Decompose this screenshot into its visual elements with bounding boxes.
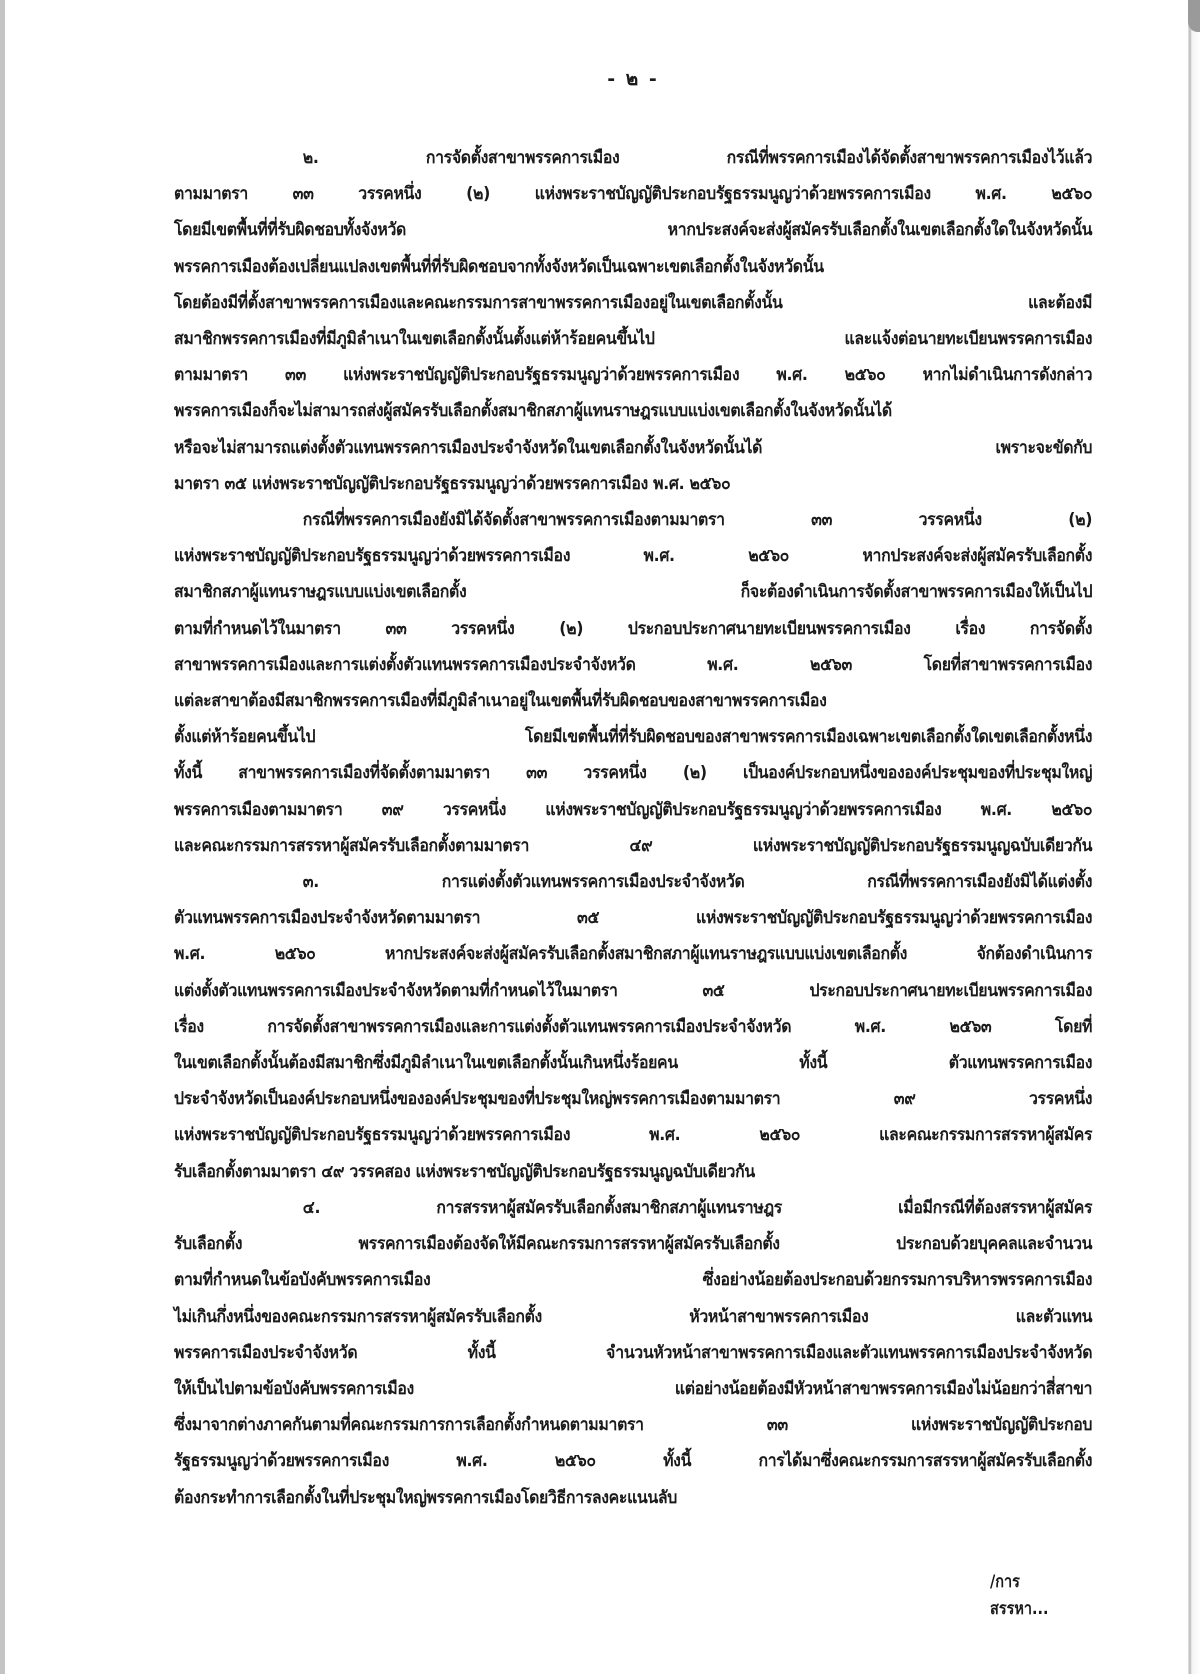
paragraph-line: พรรคการเมืองประจำจังหวัด ทั้งนี้ จำนวนหัวหน้าสาขาพรรคการเมืองและตัวแทนพรรคการเมืองประจำจังหวัด xyxy=(174,1342,1093,1363)
paragraph-line: ตั้งแต่ห้าร้อยคนขึ้นไป โดยมีเขตพื้นที่ที่รับผิดชอบของสาขาพรรคการเมืองเฉพาะเขตเลือกตั้งใดเขตเลือกตั้งหนึ่ง xyxy=(174,727,1093,748)
paragraph-line: โดยต้องมีที่ตั้งสาขาพรรคการเมืองและคณะกรรมการสาขาพรรคการเมืองอยู่ในเขตเลือกตั้งนั้น และต้องมี xyxy=(174,292,1093,313)
paragraph-line: สาขาพรรคการเมืองและการแต่งตั้งตัวแทนพรรคการเมืองประจำจังหวัด พ.ศ. ๒๕๖๓ โดยที่สาขาพรรคการเมือง xyxy=(174,654,1093,675)
paragraph-line: ตามมาตรา ๓๓ แห่งพระราชบัญญัติประกอบรัฐธรรมนูญว่าด้วยพรรคการเมือง พ.ศ. ๒๕๖๐ หากไม่ดำเนินการดังกล่าว xyxy=(174,365,1093,386)
paragraph-line: ตามมาตรา ๓๓ วรรคหนึ่ง (๒) แห่งพระราชบัญญัติประกอบรัฐธรรมนูญว่าด้วยพรรคการเมือง พ.ศ. ๒๕๖๐ xyxy=(174,184,1093,205)
paragraph-line: แต่ละสาขาต้องมีสมาชิกพรรคการเมืองที่มีภูมิลำเนาอยู่ในเขตพื้นที่รับผิดชอบของสาขาพรรคการเมือง xyxy=(174,691,827,712)
paragraph-line: ๒. การจัดตั้งสาขาพรรคการเมือง กรณีที่พรรคการเมืองได้จัดตั้งสาขาพรรคการเมืองไว้แล้ว xyxy=(302,148,1093,168)
document-page xyxy=(174,0,1092,1674)
paragraph-line: พรรคการเมืองต้องเปลี่ยนแปลงเขตพื้นที่ที่รับผิดชอบจากทั้งจังหวัดเป็นเฉพาะเขตเลือกตั้งในจังหวัดนั้น xyxy=(174,256,824,277)
paragraph-line: แต่งตั้งตัวแทนพรรคการเมืองประจำจังหวัดตามที่กำหนดไว้ในมาตรา ๓๕ ประกอบประกาศนายทะเบียนพรรคการเมือง xyxy=(174,980,1093,1001)
paragraph-line: ทั้งนี้ สาขาพรรคการเมืองที่จัดตั้งตามมาตรา ๓๓ วรรคหนึ่ง (๒) เป็นองค์ประกอบหนึ่งขององค์ประชุมของที่ประชุมใหญ่ xyxy=(174,763,1093,784)
paragraph-line: และคณะกรรมการสรรหาผู้สมัครรับเลือกตั้งตามมาตรา ๔๙ แห่งพระราชบัญญัติประกอบรัฐธรรมนูญฉบับเดียวกัน xyxy=(174,835,1093,856)
paragraph-line: ไม่เกินกึ่งหนึ่งของคณะกรรมการสรรหาผู้สมัครรับเลือกตั้ง หัวหน้าสาขาพรรคการเมือง และตัวแทน xyxy=(174,1306,1093,1327)
paragraph-line: ให้เป็นไปตามข้อบังคับพรรคการเมือง แต่อย่างน้อยต้องมีหัวหน้าสาขาพรรคการเมืองไม่น้อยกว่าสี่สาขา xyxy=(174,1378,1093,1399)
paragraph-line: ประจำจังหวัดเป็นองค์ประกอบหนึ่งขององค์ประชุมของที่ประชุมใหญ่พรรคการเมืองตามมาตรา ๓๙ วรรคหนึ่ง xyxy=(174,1089,1093,1110)
paragraph-line: สมาชิกสภาผู้แทนราษฎรแบบแบ่งเขตเลือกตั้ง ก็จะต้องดำเนินการจัดตั้งสาขาพรรคการเมืองให้เป็นไป xyxy=(174,582,1093,603)
paragraph-line: ๔. การสรรหาผู้สมัครรับเลือกตั้งสมาชิกสภาผู้แทนราษฎร เมื่อมีกรณีที่ต้องสรรหาผู้สมัคร xyxy=(302,1197,1093,1218)
paragraph-line: เรื่อง การจัดตั้งสาขาพรรคการเมืองและการแต่งตั้งตัวแทนพรรคการเมืองประจำจังหวัด พ.ศ. ๒๕๖๓ โดยที่ xyxy=(174,1016,1093,1037)
paragraph-line: ตามที่กำหนดไว้ในมาตรา ๓๓ วรรคหนึ่ง (๒) ประกอบประกาศนายทะเบียนพรรคการเมือง เรื่อง การจัดตั้ง xyxy=(174,618,1093,639)
document-body xyxy=(174,140,1093,1516)
page-left-border xyxy=(0,0,5,1674)
paragraph-line: หรือจะไม่สามารถแต่งตั้งตัวแทนพรรคการเมืองประจำจังหวัดในเขตเลือกตั้งในจังหวัดนั้นได้ เพราะจะขัดกับ xyxy=(174,437,1093,458)
page-number: - ๒ - xyxy=(607,68,659,90)
paragraph-line: ในเขตเลือกตั้งนั้นต้องมีสมาชิกซึ่งมีภูมิลำเนาในเขตเลือกตั้งนั้นเกินหนึ่งร้อยคน ทั้งนี้ ตัวแทนพรรคการเมือง xyxy=(174,1053,1093,1074)
paragraph-line: แห่งพระราชบัญญัติประกอบรัฐธรรมนูญว่าด้วยพรรคการเมือง พ.ศ. ๒๕๖๐ และคณะกรรมการสรรหาผู้สมัคร xyxy=(174,1125,1093,1146)
paragraph-line: ตามที่กำหนดในข้อบังคับพรรคการเมือง ซึ่งอย่างน้อยต้องประกอบด้วยกรรมการบริหารพรรคการเมือง xyxy=(174,1270,1093,1291)
paragraph-line: ต้องกระทำการเลือกตั้งในที่ประชุมใหญ่พรรคการเมืองโดยวิธีการลงคะแนนลับ xyxy=(174,1487,677,1508)
scroll-edge-top xyxy=(1188,0,1200,32)
paragraph-line: กรณีที่พรรคการเมืองยังมิได้จัดตั้งสาขาพรรคการเมืองตามมาตรา ๓๓ วรรคหนึ่ง (๒) xyxy=(302,510,1093,531)
paragraph-line: พรรคการเมืองตามมาตรา ๓๙ วรรคหนึ่ง แห่งพระราชบัญญัติประกอบรัฐธรรมนูญว่าด้วยพรรคการเมือง พ.ศ. ๒๕๖๐ xyxy=(174,799,1093,820)
paragraph-line: รับเลือกตั้ง พรรคการเมืองต้องจัดให้มีคณะกรรมการสรรหาผู้สมัครรับเลือกตั้ง ประกอบด้วยบุคคลและจำนวน xyxy=(174,1234,1093,1255)
paragraph-line: รับเลือกตั้งตามมาตรา ๔๙ วรรคสอง แห่งพระราชบัญญัติประกอบรัฐธรรมนูญฉบับเดียวกัน xyxy=(174,1161,755,1182)
paragraph-line: ตัวแทนพรรคการเมืองประจำจังหวัดตามมาตรา ๓๕ แห่งพระราชบัญญัติประกอบรัฐธรรมนูญว่าด้วยพรรคการเมือง xyxy=(174,908,1093,929)
paragraph-line: ๓. การแต่งตั้งตัวแทนพรรคการเมืองประจำจังหวัด กรณีที่พรรคการเมืองยังมิได้แต่งตั้ง xyxy=(302,872,1093,893)
paragraph-line: โดยมีเขตพื้นที่ที่รับผิดชอบทั้งจังหวัด หากประสงค์จะส่งผู้สมัครรับเลือกตั้งในเขตเลือกตั้งใดในจังหวัดนั้น xyxy=(174,220,1093,241)
paragraph-line: มาตรา ๓๕ แห่งพระราชบัญญัติประกอบรัฐธรรมนูญว่าด้วยพรรคการเมือง พ.ศ. ๒๕๖๐ xyxy=(174,473,731,494)
scroll-edge[interactable] xyxy=(1188,0,1200,1674)
paragraph-line: แห่งพระราชบัญญัติประกอบรัฐธรรมนูญว่าด้วยพรรคการเมือง พ.ศ. ๒๕๖๐ หากประสงค์จะส่งผู้สมัครรับเลือกตั้ง xyxy=(174,546,1093,567)
continuation-marker: /การสรรหา... xyxy=(990,1572,1049,1619)
paragraph-line: รัฐธรรมนูญว่าด้วยพรรคการเมือง พ.ศ. ๒๕๖๐ ทั้งนี้ การได้มาซึ่งคณะกรรมการสรรหาผู้สมัครรับเลือกตั้ง xyxy=(174,1451,1093,1472)
paragraph-line: สมาชิกพรรคการเมืองที่มีภูมิลำเนาในเขตเลือกตั้งนั้นตั้งแต่ห้าร้อยคนขึ้นไป และแจ้งต่อนายทะเบียนพรรคการเมือง xyxy=(174,329,1093,350)
paragraph-line: พรรคการเมืองก็จะไม่สามารถส่งผู้สมัครรับเลือกตั้งสมาชิกสภาผู้แทนราษฎรแบบแบ่งเขตเลือกตั้งในจังหวัดนั้นได้ xyxy=(174,401,892,422)
paragraph-line: พ.ศ. ๒๕๖๐ หากประสงค์จะส่งผู้สมัครรับเลือกตั้งสมาชิกสภาผู้แทนราษฎรแบบแบ่งเขตเลือกตั้ง จักต้องดำเนินการ xyxy=(174,944,1093,965)
paragraph-line: ซึ่งมาจากต่างภาคกันตามที่คณะกรรมการการเลือกตั้งกำหนดตามมาตรา ๓๓ แห่งพระราชบัญญัติประกอบ xyxy=(174,1415,1093,1436)
